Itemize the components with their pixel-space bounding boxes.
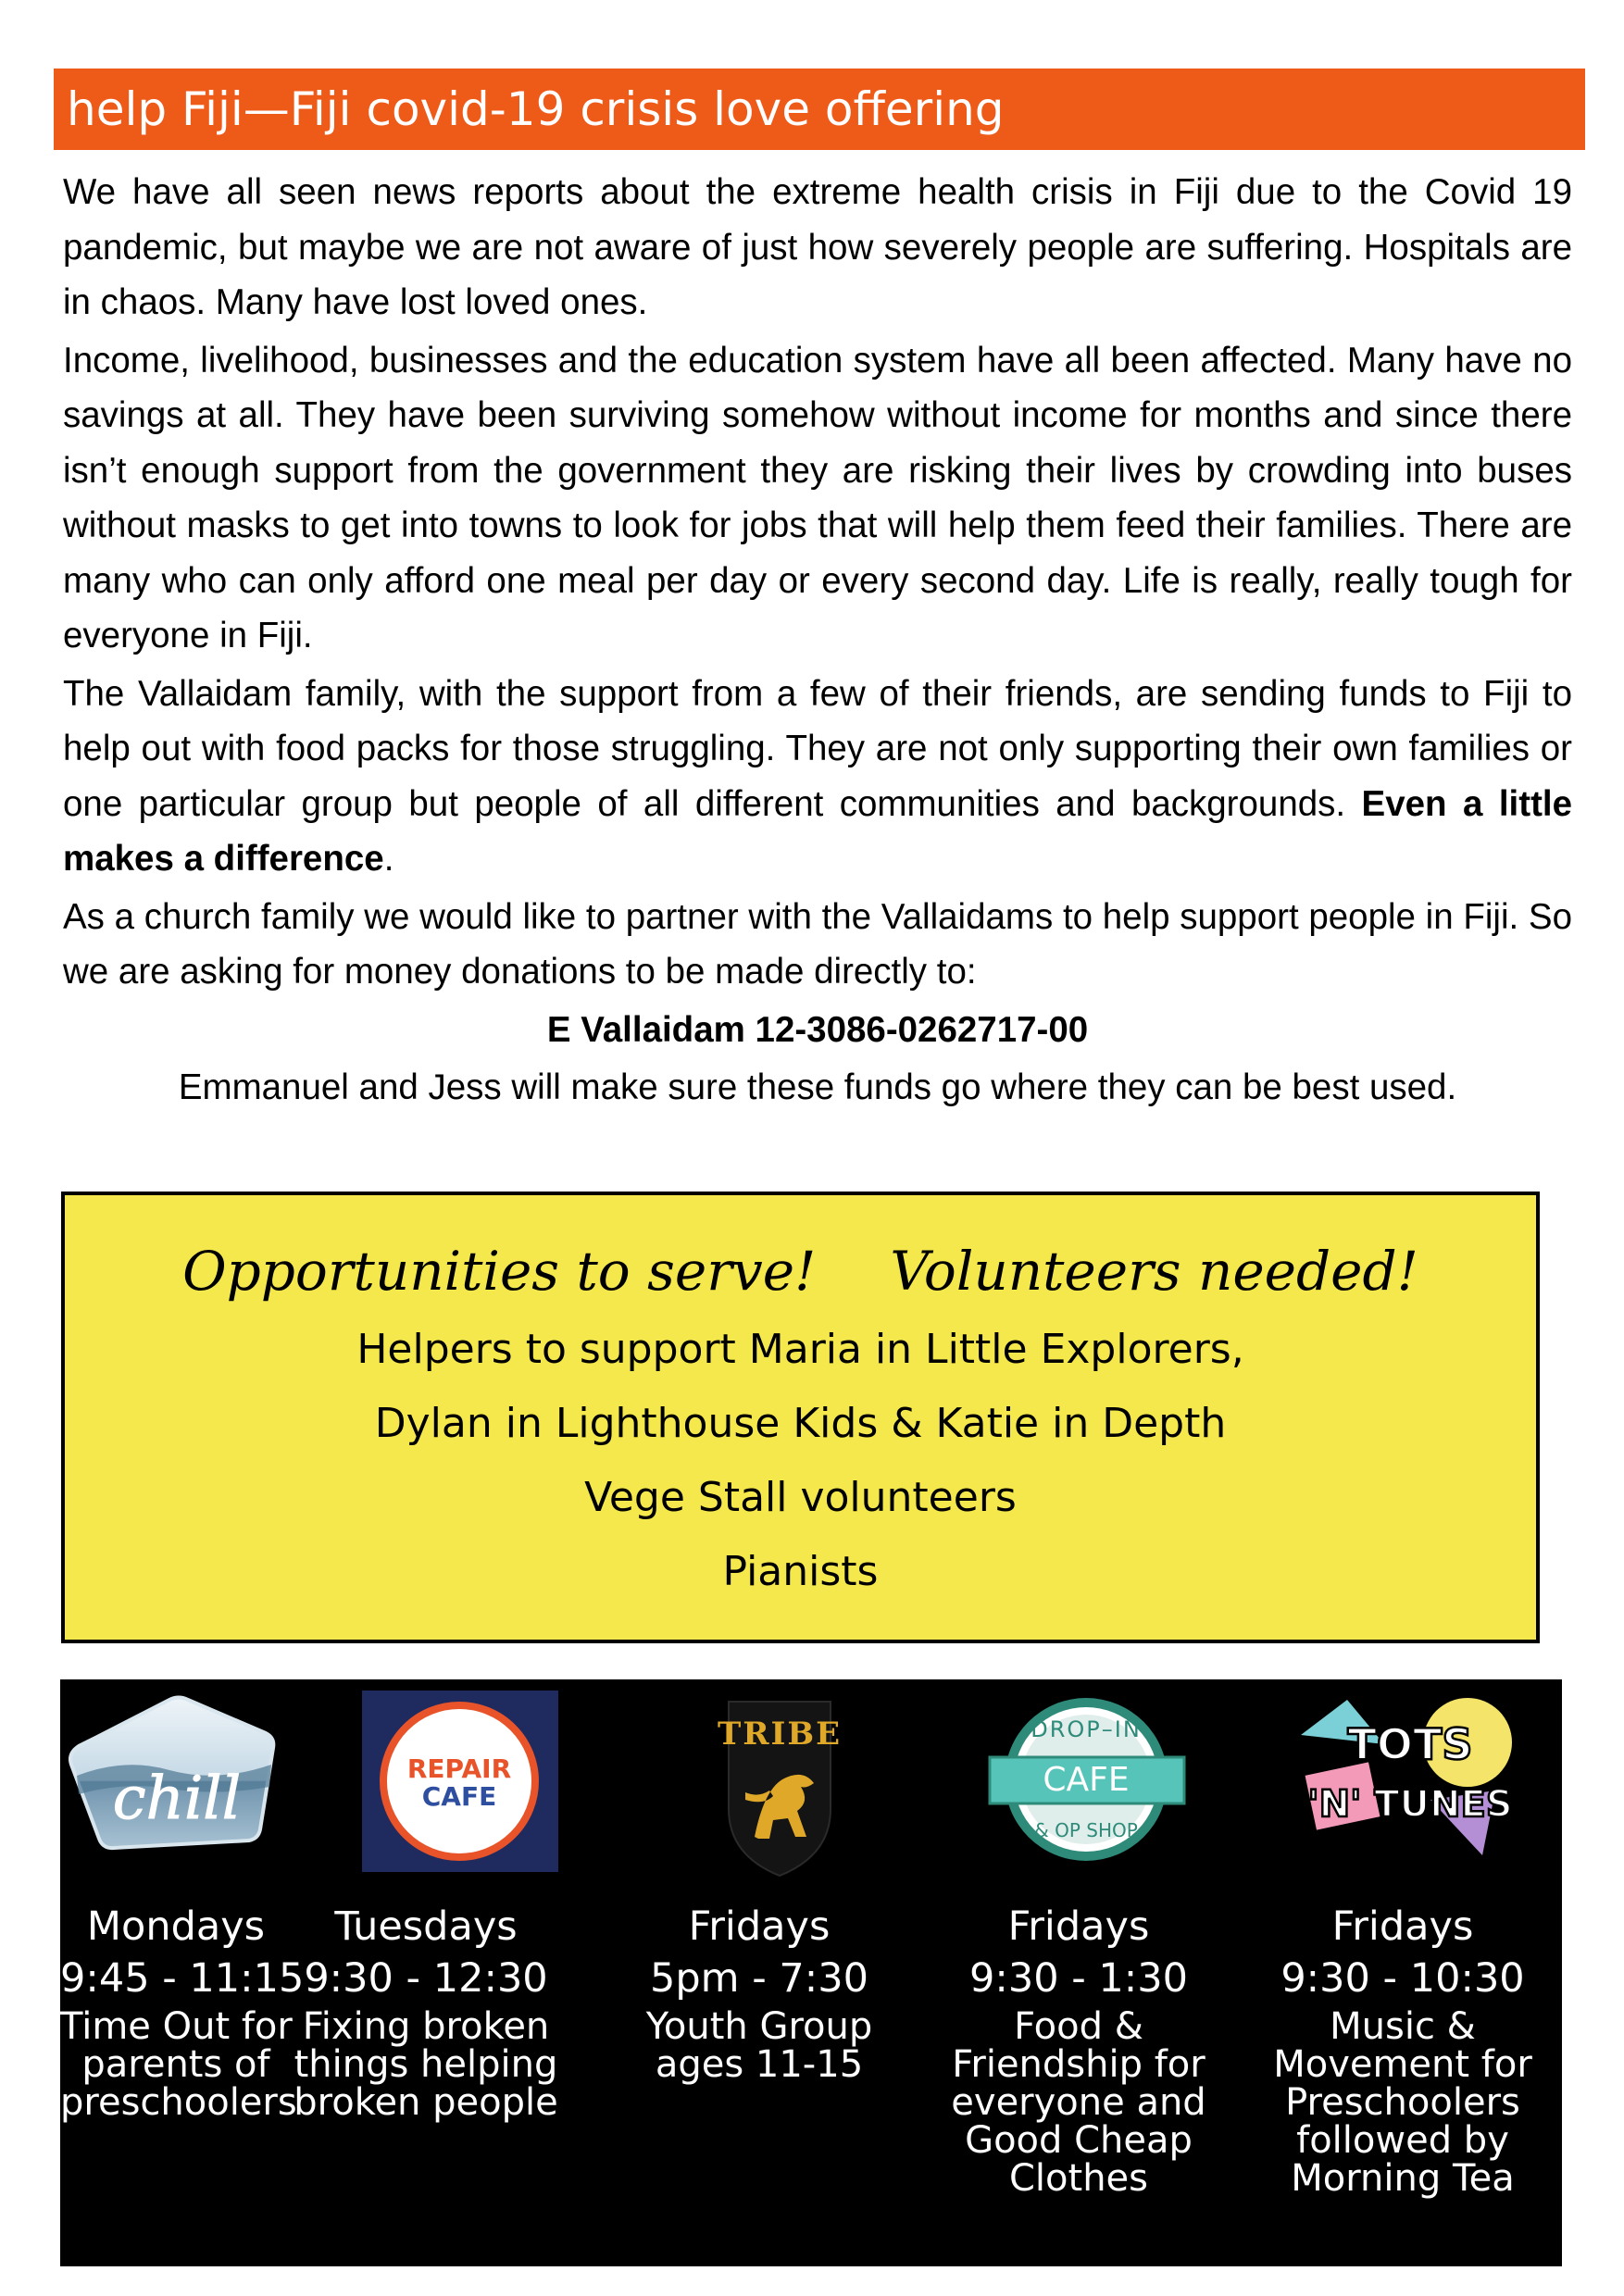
group-day: Fridays [688, 1903, 831, 1950]
description-line: followed by [1296, 2119, 1509, 2162]
group-tribe [625, 1679, 893, 2266]
group-description [1245, 2005, 1560, 2200]
description-line: things helping [294, 2043, 558, 2086]
description-line: Movement for [1273, 2043, 1532, 2086]
volunteers-heading [65, 1240, 1536, 1303]
paragraph-3-text: The Vallaidam family, with the support from a few of their friends, are sending funds to Fiji to help out with food packs for those struggling. They are not only supporting their own families or one particular group but people of all different communities and backgrounds. [63, 673, 1572, 824]
description-line: Clothes [1009, 2157, 1148, 2200]
group-day: Mondays [86, 1903, 266, 1950]
weekly-groups-panel [60, 1679, 1562, 2266]
svg-text:REPAIR: REPAIR [406, 1753, 512, 1784]
volunteer-line: Pianists [722, 1548, 879, 1595]
serve-heading-right: Volunteers needed! [890, 1240, 1418, 1303]
fiji-article [63, 165, 1572, 1118]
svg-text:chill: chill [112, 1765, 242, 1833]
group-day: Fridays [1331, 1903, 1474, 1950]
description-line: Youth Group [645, 2005, 873, 2048]
description-line: parents of [81, 2043, 270, 2086]
volunteer-line: Helpers to support Maria in Little Explorers, [356, 1326, 1244, 1373]
group-time: 5pm - 7:30 [650, 1955, 868, 2002]
group-description [625, 2005, 893, 2086]
paragraph-3-end: . [383, 839, 394, 879]
volunteers-box [61, 1192, 1540, 1643]
section-header [54, 69, 1585, 150]
repair-cafe-logo [292, 1679, 560, 1883]
svg-text:TOTS: TOTS [1347, 1719, 1473, 1769]
group-description [921, 2005, 1236, 2200]
bank-account: E Vallaidam 12-3086-0262717-00 [546, 1009, 1089, 1050]
group-tots-n-tunes [1245, 1679, 1560, 2266]
svg-text:CAFE: CAFE [1043, 1761, 1130, 1799]
group-drop-in-cafe [921, 1679, 1236, 2266]
drop-in-cafe-logo [921, 1679, 1236, 1883]
description-line: preschoolers [60, 2081, 297, 2124]
group-repair-cafe [292, 1679, 560, 2266]
closing-line: Emmanuel and Jess will make sure these funds go where they can be best used. [178, 1067, 1457, 1107]
paragraph-3-emphasis: Even a little makes a difference [63, 783, 1573, 879]
chill-logo [60, 1679, 292, 1883]
description-line: Fixing broken [302, 2005, 550, 2048]
section-title: help Fiji—Fiji covid-19 crisis love offering [67, 82, 1005, 136]
serve-heading-left: Opportunities to serve! [182, 1240, 817, 1303]
description-line: broken people [294, 2081, 558, 2124]
svg-text:TRIBE: TRIBE [717, 1716, 843, 1753]
svg-text:'N' TUNES: 'N' TUNES [1307, 1783, 1513, 1826]
description-line: Preschoolers [1285, 2081, 1520, 2124]
description-line: Music & [1330, 2005, 1476, 2048]
paragraph-4: As a church family we would like to partner with the Vallaidams to help support people in Fiji. So we are asking for money donations to be made directly to: [63, 896, 1572, 992]
tots-n-tunes-logo [1245, 1679, 1560, 1883]
group-description [292, 2005, 560, 2124]
volunteer-line: Vege Stall volunteers [584, 1474, 1017, 1521]
paragraph-3 [63, 667, 1572, 887]
volunteer-line: Dylan in Lighthouse Kids & Katie in Depth [374, 1400, 1227, 1447]
description-line: Food & [1014, 2005, 1143, 2048]
paragraph-1: We have all seen news reports about the extreme health crisis in Fiji due to the Covid 19 pandemic, but maybe we are not aware of just how severely people are suffering. Hospitals are in chaos. Many have lost loved ones. [63, 172, 1572, 322]
description-line: ages 11-15 [655, 2043, 864, 2086]
group-day: Fridays [1007, 1903, 1150, 1950]
svg-text:& OP SHOP: & OP SHOP [1034, 1819, 1138, 1841]
group-chill [60, 1679, 305, 2266]
description-line: Time Out for [60, 2005, 293, 2048]
group-time: 9:30 - 1:30 [969, 1955, 1188, 2002]
svg-text:CAFE: CAFE [421, 1781, 497, 1812]
group-time: 9:45 - 11:15 [60, 1955, 305, 2002]
description-line: Morning Tea [1291, 2157, 1515, 2200]
group-description [60, 2005, 297, 2124]
group-time: 9:30 - 10:30 [1280, 1955, 1525, 2002]
tribe-logo [625, 1679, 893, 1883]
group-time: 9:30 - 12:30 [304, 1955, 548, 2002]
description-line: Friendship for [952, 2043, 1206, 2086]
svg-text:DROP–IN: DROP–IN [1031, 1716, 1142, 1742]
description-line: Good Cheap [965, 2119, 1193, 2162]
description-line: everyone and [951, 2081, 1206, 2124]
paragraph-2: Income, livelihood, businesses and the education system have all been affected. Many have no savings at all. They have been surviving somehow without income for months and since there isn’t enough support from the government they are risking their lives by crowding into buses without masks to get into towns to look for jobs that will help them feed their families. There are many who can only afford one meal per day or every second day. Life is really, really tough for everyone in Fiji. [63, 340, 1572, 655]
group-day: Tuesdays [334, 1903, 518, 1950]
